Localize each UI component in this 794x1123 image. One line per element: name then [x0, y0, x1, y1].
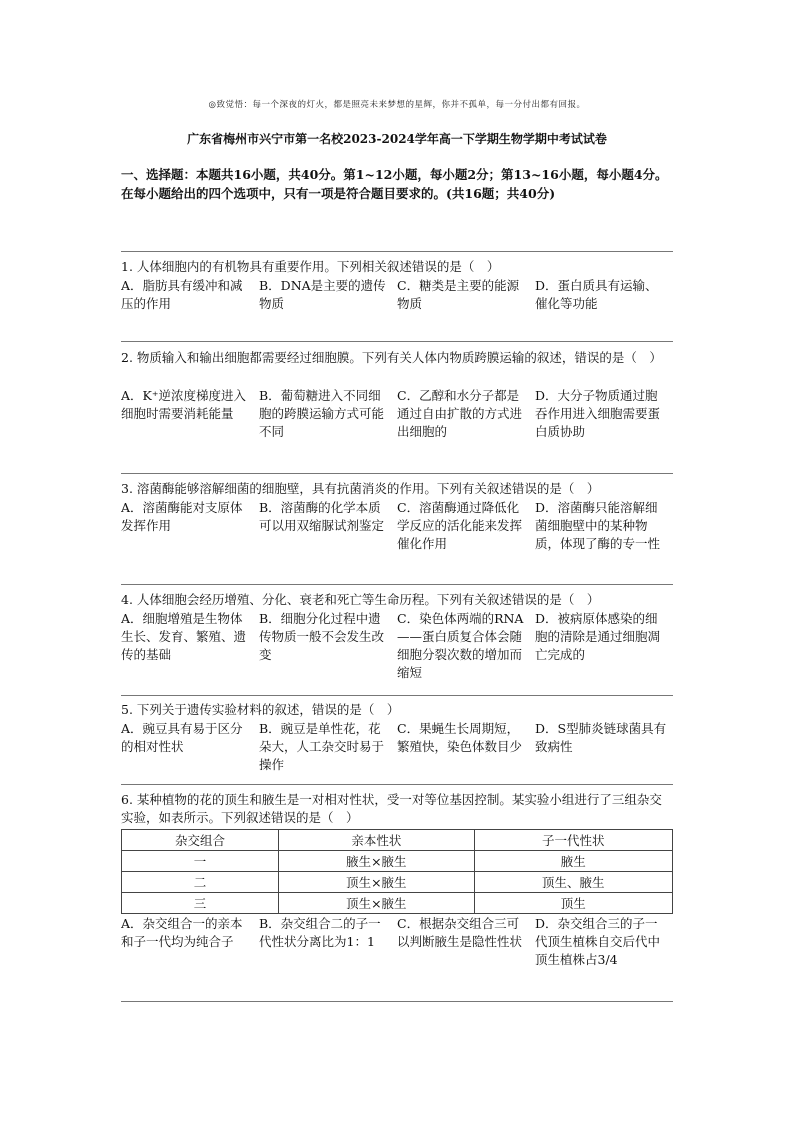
divider	[121, 341, 673, 342]
question-3-option-b[interactable]: B．溶菌酶的化学本质可以用双缩脲试剂鉴定	[259, 500, 385, 533]
question-6-options	[121, 915, 673, 969]
question-6-option-c[interactable]: C．根据杂交组合三可以判断腋生是隐性性状	[397, 916, 523, 949]
question-3-stem: 3. 溶菌酶能够溶解细菌的细胞壁，具有抗菌消炎的作用。下列有关叙述错误的是（ ）	[121, 481, 600, 496]
table-row	[122, 872, 673, 893]
exam-title: 广东省梅州市兴宁市第一名校2023-2024学年高一下学期生物学期中考试试卷	[187, 132, 607, 146]
table-cell: 二	[122, 872, 279, 893]
question-1-stem: 1. 人体细胞内的有机物具有重要作用。下列相关叙述错误的是（ ）	[121, 259, 500, 274]
divider	[121, 784, 673, 785]
question-4-option-a[interactable]: A．细胞增殖是生物体生长、发育、繁殖、遗传的基础	[121, 611, 247, 662]
table-cell: 顶生	[474, 893, 672, 914]
table-cell: 一	[122, 851, 279, 872]
question-3-option-a[interactable]: A．溶菌酶能对支原体发挥作用	[121, 500, 243, 533]
section-heading: 一、选择题：本题共16小题，共40分。第1~12小题，每小题2分；第13~16小题，每小题4分。在每小题给出的四个选项中，只有一项是符合题目要求的。(共16题；共40分)	[121, 167, 668, 201]
table-cell: 顶生、腋生	[474, 872, 672, 893]
table-cell: 腋生×腋生	[279, 851, 475, 872]
question-2-option-c[interactable]: C．乙醇和水分子都是通过自由扩散的方式进出细胞的	[397, 388, 523, 439]
motto-line: ◎致觉悟：每一个深夜的灯火，都是照亮未来梦想的星辉，你并不孤单，每一分付出都有回报。	[208, 100, 586, 110]
question-4-options	[121, 610, 673, 682]
question-1-option-c[interactable]: C．糖类是主要的能源物质	[397, 278, 520, 311]
question-5-stem: 5. 下列关于遗传实验材料的叙述，错误的是（ ）	[121, 702, 400, 717]
table-row	[122, 893, 673, 914]
divider	[121, 251, 673, 252]
table-row	[122, 851, 673, 872]
question-5-option-d[interactable]: D．S型肺炎链球菌具有致病性	[535, 721, 667, 754]
question-3-option-d[interactable]: D．溶菌酶只能溶解细菌细胞壁中的某种物质，体现了酶的专一性	[535, 500, 661, 551]
divider	[121, 1001, 673, 1002]
question-4-option-c[interactable]: C．染色体两端的RNA——蛋白质复合体会随细胞分裂次数的增加而缩短	[397, 611, 524, 680]
question-6-option-a[interactable]: A．杂交组合一的亲本和子一代均为纯合子	[121, 916, 243, 949]
table-cell: 顶生×腋生	[279, 893, 475, 914]
question-2-options	[121, 387, 673, 441]
question-1-option-b[interactable]: B．DNA是主要的遗传物质	[259, 278, 386, 311]
divider	[121, 695, 673, 696]
table-header-cell: 子一代性状	[474, 830, 672, 851]
question-6-option-b[interactable]: B．杂交组合二的子一代性状分离比为1：1	[259, 916, 381, 949]
question-1-options	[121, 277, 673, 313]
question-2-option-d[interactable]: D．大分子物质通过胞吞作用进入细胞需要蛋白质协助	[535, 388, 661, 439]
divider	[121, 473, 673, 474]
question-5-option-c[interactable]: C．果蝇生长周期短，繁殖快，染色体数目少	[397, 721, 523, 754]
question-5-options	[121, 720, 673, 774]
table-cell: 腋生	[474, 851, 672, 872]
table-cell: 三	[122, 893, 279, 914]
question-2-option-a[interactable]: A．K⁺逆浓度梯度进入细胞时需要消耗能量	[121, 388, 246, 421]
question-6-stem: 6. 某种植物的花的顶生和腋生是一对相对性状，受一对等位基因控制。某实验小组进行了三组杂交实验，如表所示。下列叙述错误的是（ ）	[121, 792, 662, 825]
question-5-option-b[interactable]: B．豌豆是单性花，花朵大，人工杂交时易于操作	[259, 721, 385, 772]
question-2-stem: 2. 物质输入和输出细胞都需要经过细胞膜。下列有关人体内物质跨膜运输的叙述，错误的是（ ）	[121, 350, 662, 365]
divider	[121, 584, 673, 585]
question-6-option-d[interactable]: D．杂交组合三的子一代顶生植株自交后代中顶生植株占3/4	[535, 916, 661, 967]
question-3-options	[121, 499, 673, 553]
crossing-table	[121, 829, 673, 914]
table-cell: 顶生×腋生	[279, 872, 475, 893]
table-header-cell: 杂交组合	[122, 830, 279, 851]
table-header-cell: 亲本性状	[279, 830, 475, 851]
question-1-option-a[interactable]: A．脂肪具有缓冲和减压的作用	[121, 278, 243, 311]
question-4-option-b[interactable]: B．细胞分化过程中遗传物质一般不会发生改变	[259, 611, 385, 662]
question-2-option-b[interactable]: B．葡萄糖进入不同细胞的跨膜运输方式可能不同	[259, 388, 385, 439]
question-5-option-a[interactable]: A．豌豆具有易于区分的相对性状	[121, 721, 243, 754]
question-4-stem: 4. 人体细胞会经历增殖、分化、衰老和死亡等生命历程。下列有关叙述错误的是（ ）	[121, 592, 600, 607]
question-3-option-c[interactable]: C．溶菌酶通过降低化学反应的活化能来发挥催化作用	[397, 500, 523, 551]
question-4-option-d[interactable]: D．被病原体感染的细胞的清除是通过细胞凋亡完成的	[535, 611, 661, 662]
question-1-option-d[interactable]: D．蛋白质具有运输、催化等功能	[535, 278, 658, 311]
table-header-row	[122, 830, 673, 851]
